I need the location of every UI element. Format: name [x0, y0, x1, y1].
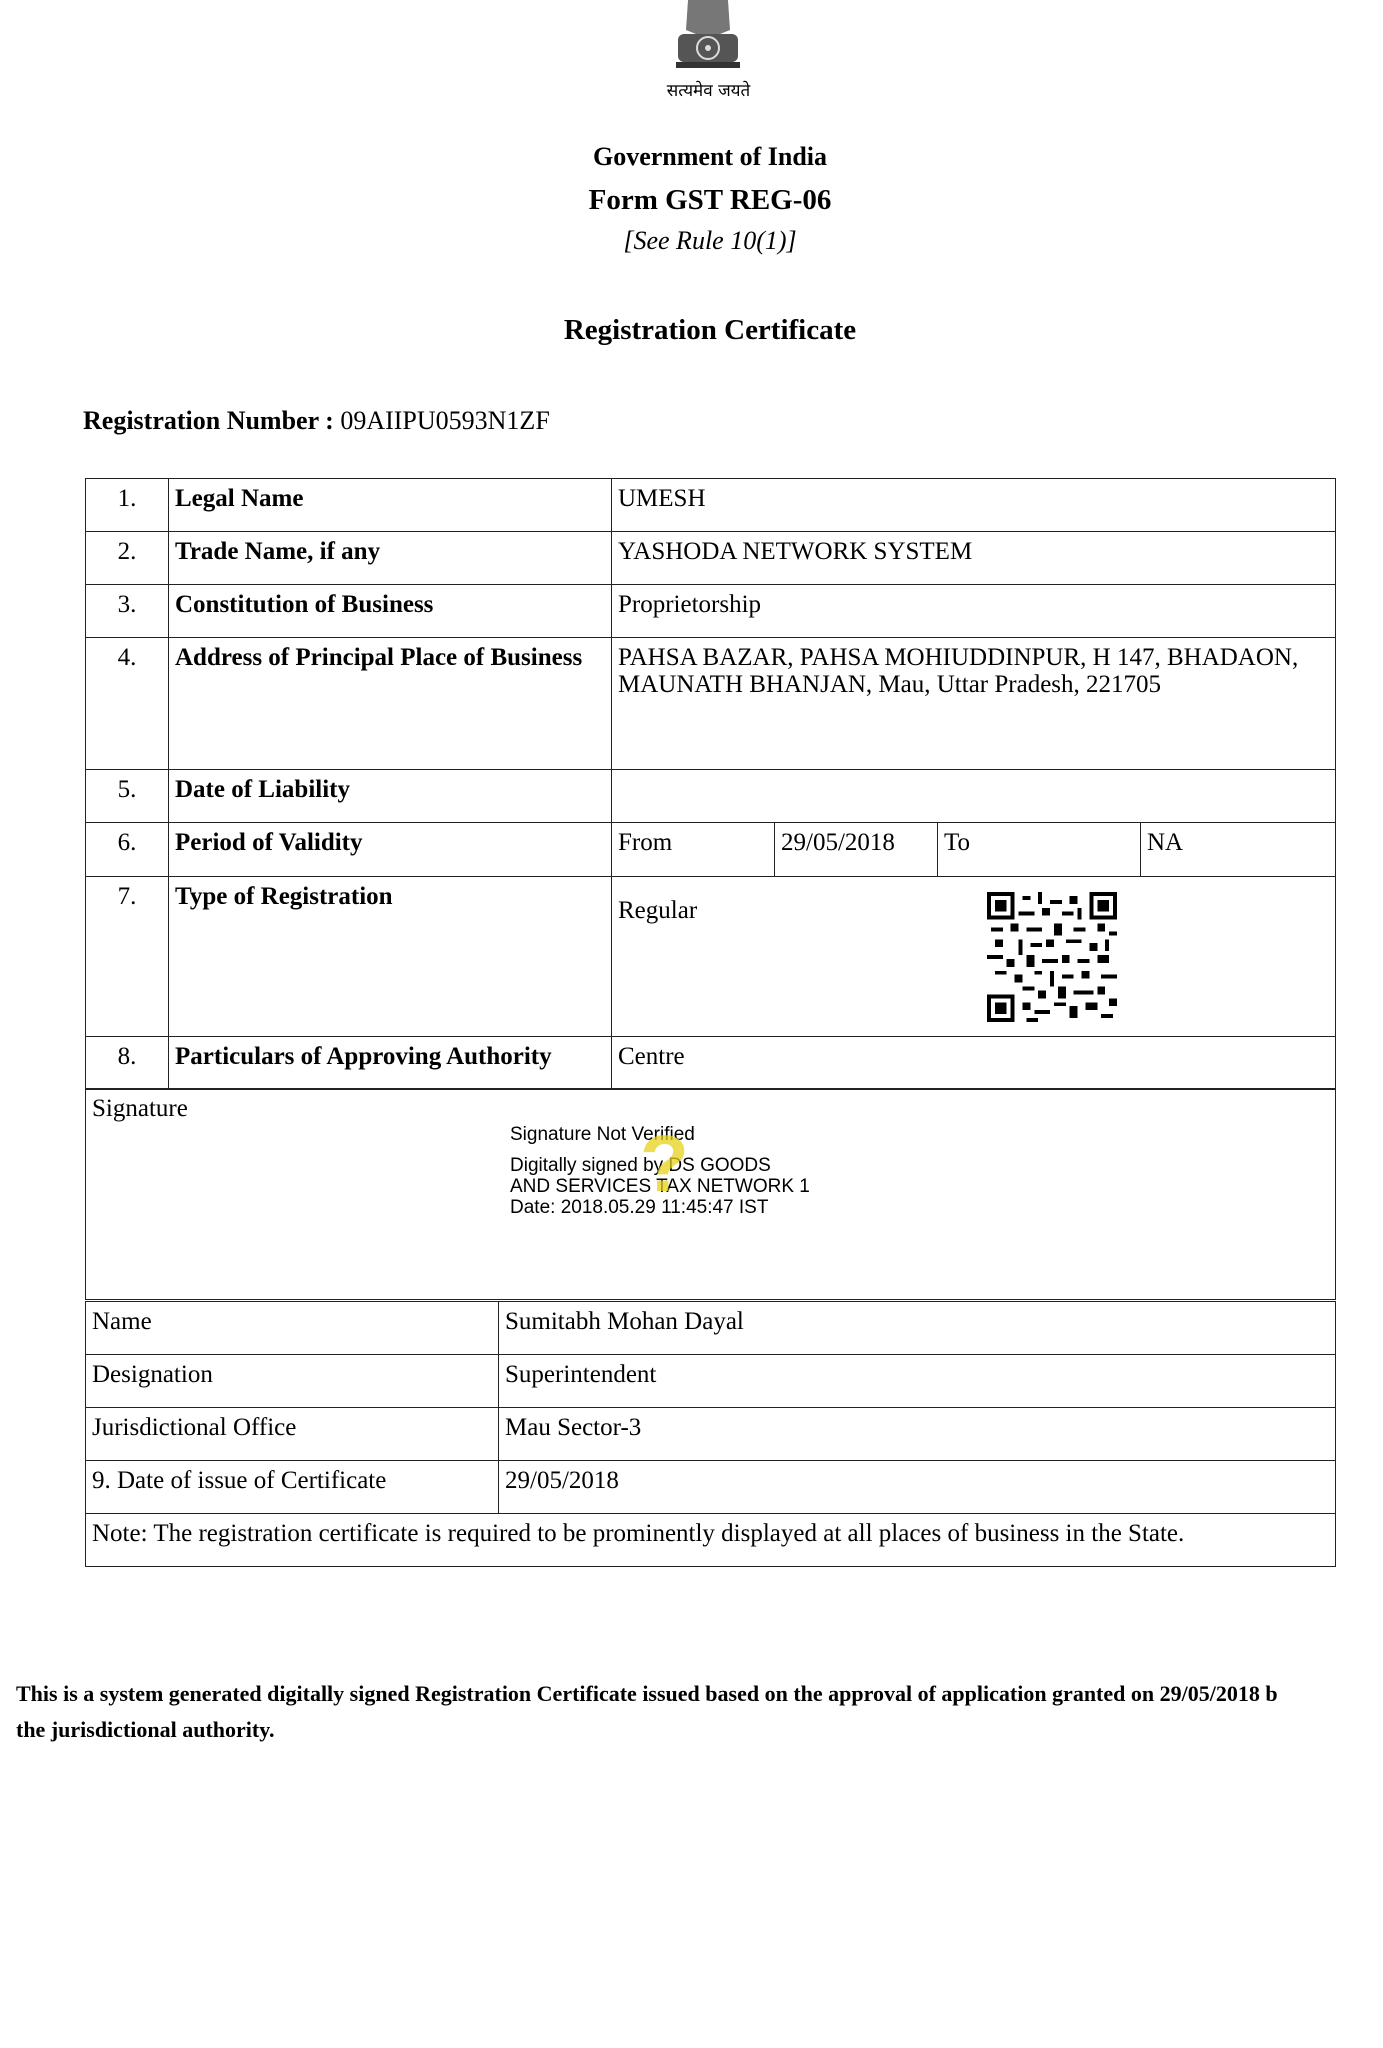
signature-line: Digitally signed by DS GOODS — [510, 1155, 771, 1176]
signature-line: AND SERVICES TAX NETWORK 1 — [510, 1176, 810, 1197]
national-emblem-icon — [658, 0, 758, 72]
table-row — [86, 585, 1336, 638]
jurisdictional-office-label: Jurisdictional Office — [86, 1408, 499, 1461]
trade-name-value: YASHODA NETWORK SYSTEM — [612, 532, 1336, 585]
row-label: Trade Name, if any — [169, 532, 612, 585]
row-number: 4. — [86, 638, 169, 770]
signature-date: Date: 2018.05.29 11:45:47 IST — [510, 1197, 769, 1218]
row-label: Period of Validity — [169, 823, 612, 877]
form-title: Form GST REG-06 — [588, 184, 832, 216]
legal-name-value: UMESH — [612, 479, 1336, 532]
officer-table — [85, 1301, 1336, 1567]
row-number: 3. — [86, 585, 169, 638]
validity-cell — [612, 823, 1336, 877]
rule-reference: [See Rule 10(1)] — [623, 226, 797, 255]
registration-type-value: Regular — [612, 877, 1336, 1037]
registration-number-value: 09AIIPU0593N1ZF — [340, 406, 550, 435]
unverified-question-icon: ? — [640, 1119, 689, 1208]
constitution-value: Proprietorship — [612, 585, 1336, 638]
row-number: 8. — [86, 1037, 169, 1090]
issue-date-label: 9. Date of issue of Certificate — [86, 1461, 499, 1514]
table-row — [86, 1037, 1336, 1090]
designation-label: Designation — [86, 1355, 499, 1408]
approving-authority-value: Centre — [612, 1037, 1336, 1090]
row-number: 5. — [86, 770, 169, 823]
table-row — [86, 1461, 1336, 1514]
registration-number-label: Registration Number : — [83, 406, 334, 435]
table-row — [86, 1514, 1336, 1567]
address-value: PAHSA BAZAR, PAHSA MOHIUDDINPUR, H 147, BHADAON, MAUNATH BHANJAN, Mau, Uttar Pradesh, 221705 — [612, 638, 1336, 770]
display-note: Note: The registration certificate is required to be prominently displayed at all places of business in the State. — [86, 1514, 1336, 1567]
registration-number-line — [83, 406, 550, 436]
officer-name-label: Name — [86, 1302, 499, 1355]
row-label: Particulars of Approving Authority — [169, 1037, 612, 1090]
designation-value: Superintendent — [499, 1355, 1336, 1408]
table-row — [86, 1355, 1336, 1408]
row-number: 6. — [86, 823, 169, 877]
table-row — [86, 532, 1336, 585]
government-title: Government of India — [593, 142, 827, 171]
validity-to-label: To — [938, 823, 1141, 876]
validity-from-label: From — [612, 823, 775, 876]
table-row — [86, 1408, 1336, 1461]
row-label: Address of Principal Place of Business — [169, 638, 612, 770]
certificate-title: Registration Certificate — [563, 314, 857, 346]
row-label: Legal Name — [169, 479, 612, 532]
footer-line: the jurisdictional authority. — [16, 1717, 275, 1742]
row-number: 7. — [86, 877, 169, 1037]
officer-name-value: Sumitabh Mohan Dayal — [499, 1302, 1336, 1355]
table-row — [86, 877, 1336, 1037]
signature-label: Signature — [86, 1089, 1336, 1300]
details-table — [85, 478, 1336, 1090]
issue-date-value: 29/05/2018 — [499, 1461, 1336, 1514]
qr-code-icon — [986, 892, 1118, 1022]
table-row — [86, 770, 1336, 823]
signature-status: Signature Not Verified — [510, 1124, 695, 1145]
table-row — [86, 479, 1336, 532]
table-row — [86, 823, 1336, 877]
validity-from-value: 29/05/2018 — [775, 823, 938, 876]
footer-statement — [16, 1676, 1383, 1748]
row-label: Constitution of Business — [169, 585, 612, 638]
row-number: 1. — [86, 479, 169, 532]
row-number: 2. — [86, 532, 169, 585]
row-label: Type of Registration — [169, 877, 612, 1037]
date-of-liability-value — [612, 770, 1336, 823]
footer-line: This is a system generated digitally signed Registration Certificate issued based on the approval of application granted on 29/05/2018 b — [16, 1681, 1278, 1706]
jurisdictional-office-value: Mau Sector-3 — [499, 1408, 1336, 1461]
validity-to-value: NA — [1147, 829, 1184, 856]
row-label: Date of Liability — [169, 770, 612, 823]
table-row — [86, 1302, 1336, 1355]
table-row — [86, 638, 1336, 770]
emblem-motto: सत्यमेव जयते — [666, 81, 751, 101]
